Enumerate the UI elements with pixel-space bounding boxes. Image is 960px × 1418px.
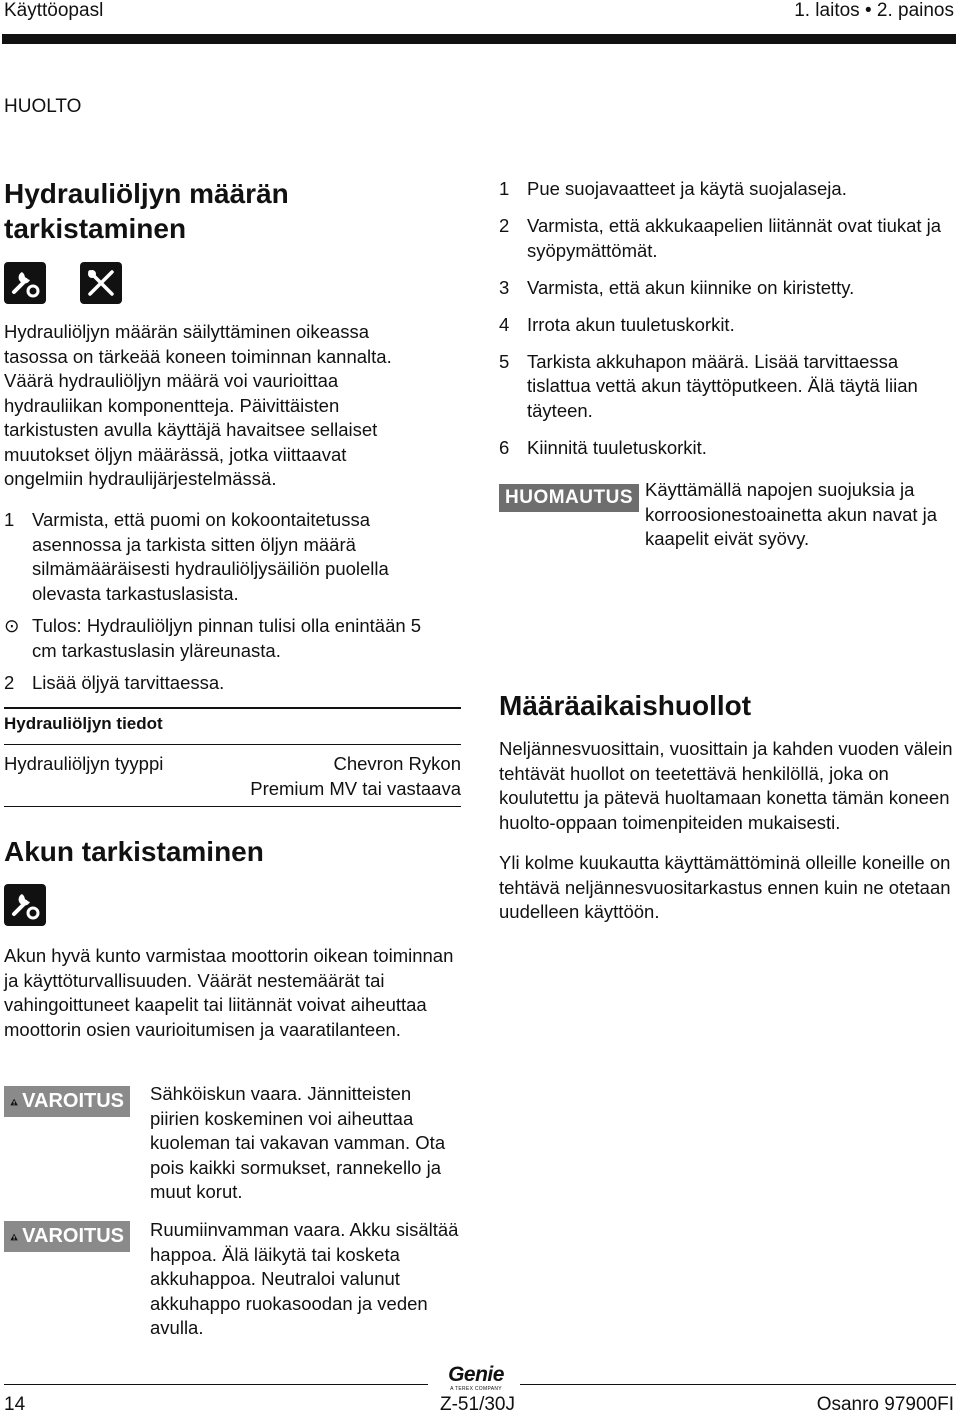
list-item: 4 Irrota akun tuuletuskorkit. bbox=[499, 313, 735, 335]
result-item: ⊙ Tulos: Hydrauliöljyn pinnan tulisi olla enintään 5 cm tarkastuslasin yläreunasta. bbox=[4, 614, 444, 663]
note-badge: HUOMAUTUS bbox=[499, 484, 639, 512]
genie-logo: Genie A TEREX COMPANY bbox=[448, 1363, 504, 1392]
warning-text-2: Ruumiinvamman vaara. Akku sisältää happoa. Älä läikytä tai kosketa akkuhappoa. Neutraloi valunut akkuhappo ruokasoodan ja veden avulla. bbox=[150, 1219, 459, 1338]
spec-mid-rule bbox=[4, 744, 461, 745]
battery-intro: Akun hyvä kunto varmistaa moottorin oikean toiminnan ja käyttöturvallisuuden. Väärät nestemäärät tai vahingoittuneet kaapelit tai liitännät voivat aiheuttaa moottorin osien vaurioitumisen ja vaaratilanteen. bbox=[4, 945, 454, 1040]
hydraulic-title: Hydrauliöljyn määrän tarkistaminen bbox=[4, 178, 289, 244]
scheduled-paragraph-2: Yli kolme kuukautta käyttämättöminä olleille koneille on tehtävä neljännesvuositarkastus ennen kuin ne otetaan uudelleen käyttöön. bbox=[499, 852, 951, 922]
warning-icon bbox=[10, 1092, 18, 1112]
battery-title: Akun tarkistaminen bbox=[4, 836, 264, 867]
page-number: 14 bbox=[4, 1394, 26, 1415]
section-label: HUOLTO bbox=[4, 96, 82, 117]
spec-heading: Hydrauliöljyn tiedot bbox=[4, 714, 163, 733]
spec-value: Chevron Rykon Premium MV tai vastaava bbox=[250, 753, 461, 799]
warning-badge: VAROITUS bbox=[4, 1221, 130, 1252]
warning-icon bbox=[10, 1227, 18, 1247]
part-number: Osanro 97900FI bbox=[816, 1394, 954, 1415]
list-item: 1 Pue suojavaatteet ja käytä suojalaseja. bbox=[499, 178, 847, 199]
warning-block-1 bbox=[4, 1086, 130, 1117]
edition-label: 1. laitos • 2. painos bbox=[794, 0, 954, 21]
wrench-icon bbox=[4, 262, 46, 304]
scheduled-title: Määräaikaishuollot bbox=[499, 690, 752, 721]
result-icon: ⊙ bbox=[4, 615, 20, 636]
spec-top-rule bbox=[4, 707, 461, 709]
manual-title: Käyttöopasl bbox=[4, 0, 104, 21]
scheduled-paragraph-1: Neljännesvuosittain, vuosittain ja kahden vuoden välein tehtävät huollot on teetettävä henkilöllä, joka on koulutettu ja pätevä huoltamaan konetta tämän koneen huolto-oppaan toimenpiteiden mukaisesti. bbox=[499, 738, 953, 833]
list-item: 3 Varmista, että akun kiinnike on kiristetty. bbox=[499, 276, 855, 298]
battery-steps bbox=[499, 177, 959, 473]
hydraulic-steps bbox=[4, 508, 444, 696]
footer-rule-left bbox=[4, 1384, 428, 1385]
header-bar bbox=[2, 34, 956, 44]
hydraulic-intro: Hydrauliöljyn määrän säilyttäminen oikeassa tasossa on tärkeää koneen toiminnan kannalta. Väärä hydrauliöljyn määrä voi vaurioittaa hydrauliikan komponentteja. Päivittäisten tarkistusten avulla käyttäjä havaitsee sellaiset muutokset öljyn määrässä, jotka viittaavat ongelmiin hydraulijärjestelmässä. bbox=[4, 321, 392, 489]
footer-rule-right bbox=[520, 1384, 956, 1385]
warning-badge: VAROITUS bbox=[4, 1086, 130, 1117]
list-item: 2 Lisää öljyä tarvittaessa. bbox=[4, 672, 225, 693]
spec-label: Hydrauliöljyn tyyppi bbox=[4, 753, 164, 774]
list-item: 2 Varmista, että akkukaapelien liitännät ovat tiukat ja syöpymättömät. bbox=[499, 215, 942, 261]
note-text: Käyttämällä napojen suojuksia ja korroosionestoainetta akun navat ja kaapelit eivät syövy. bbox=[645, 479, 938, 549]
tools-icon bbox=[80, 262, 122, 304]
warning-block-2 bbox=[4, 1221, 130, 1252]
wrench-icon bbox=[4, 884, 46, 926]
spec-bottom-rule bbox=[4, 806, 461, 807]
list-item: 6 Kiinnitä tuuletuskorkit. bbox=[499, 436, 707, 458]
warning-text-1: Sähköiskun vaara. Jännitteisten piirien koskeminen voi aiheuttaa kuoleman tai vakavan vamman. Ota pois kaikki sormukset, rannekello ja muut korut. bbox=[150, 1083, 446, 1202]
model-label: Z-51/30J bbox=[440, 1394, 515, 1415]
list-item: 5 Tarkista akkuhapon määrä. Lisää tarvittaessa tislattua vettä akun täyttöputkeen. Älä täytä liian täyteen. bbox=[499, 350, 918, 421]
list-item: 1 Varmista, että puomi on kokoontaitetussa asennossa ja tarkista sitten öljyn määrä silmämääräisesti hydrauliöljysäiliön puolella olevasta tarkastuslasista. bbox=[4, 509, 389, 604]
